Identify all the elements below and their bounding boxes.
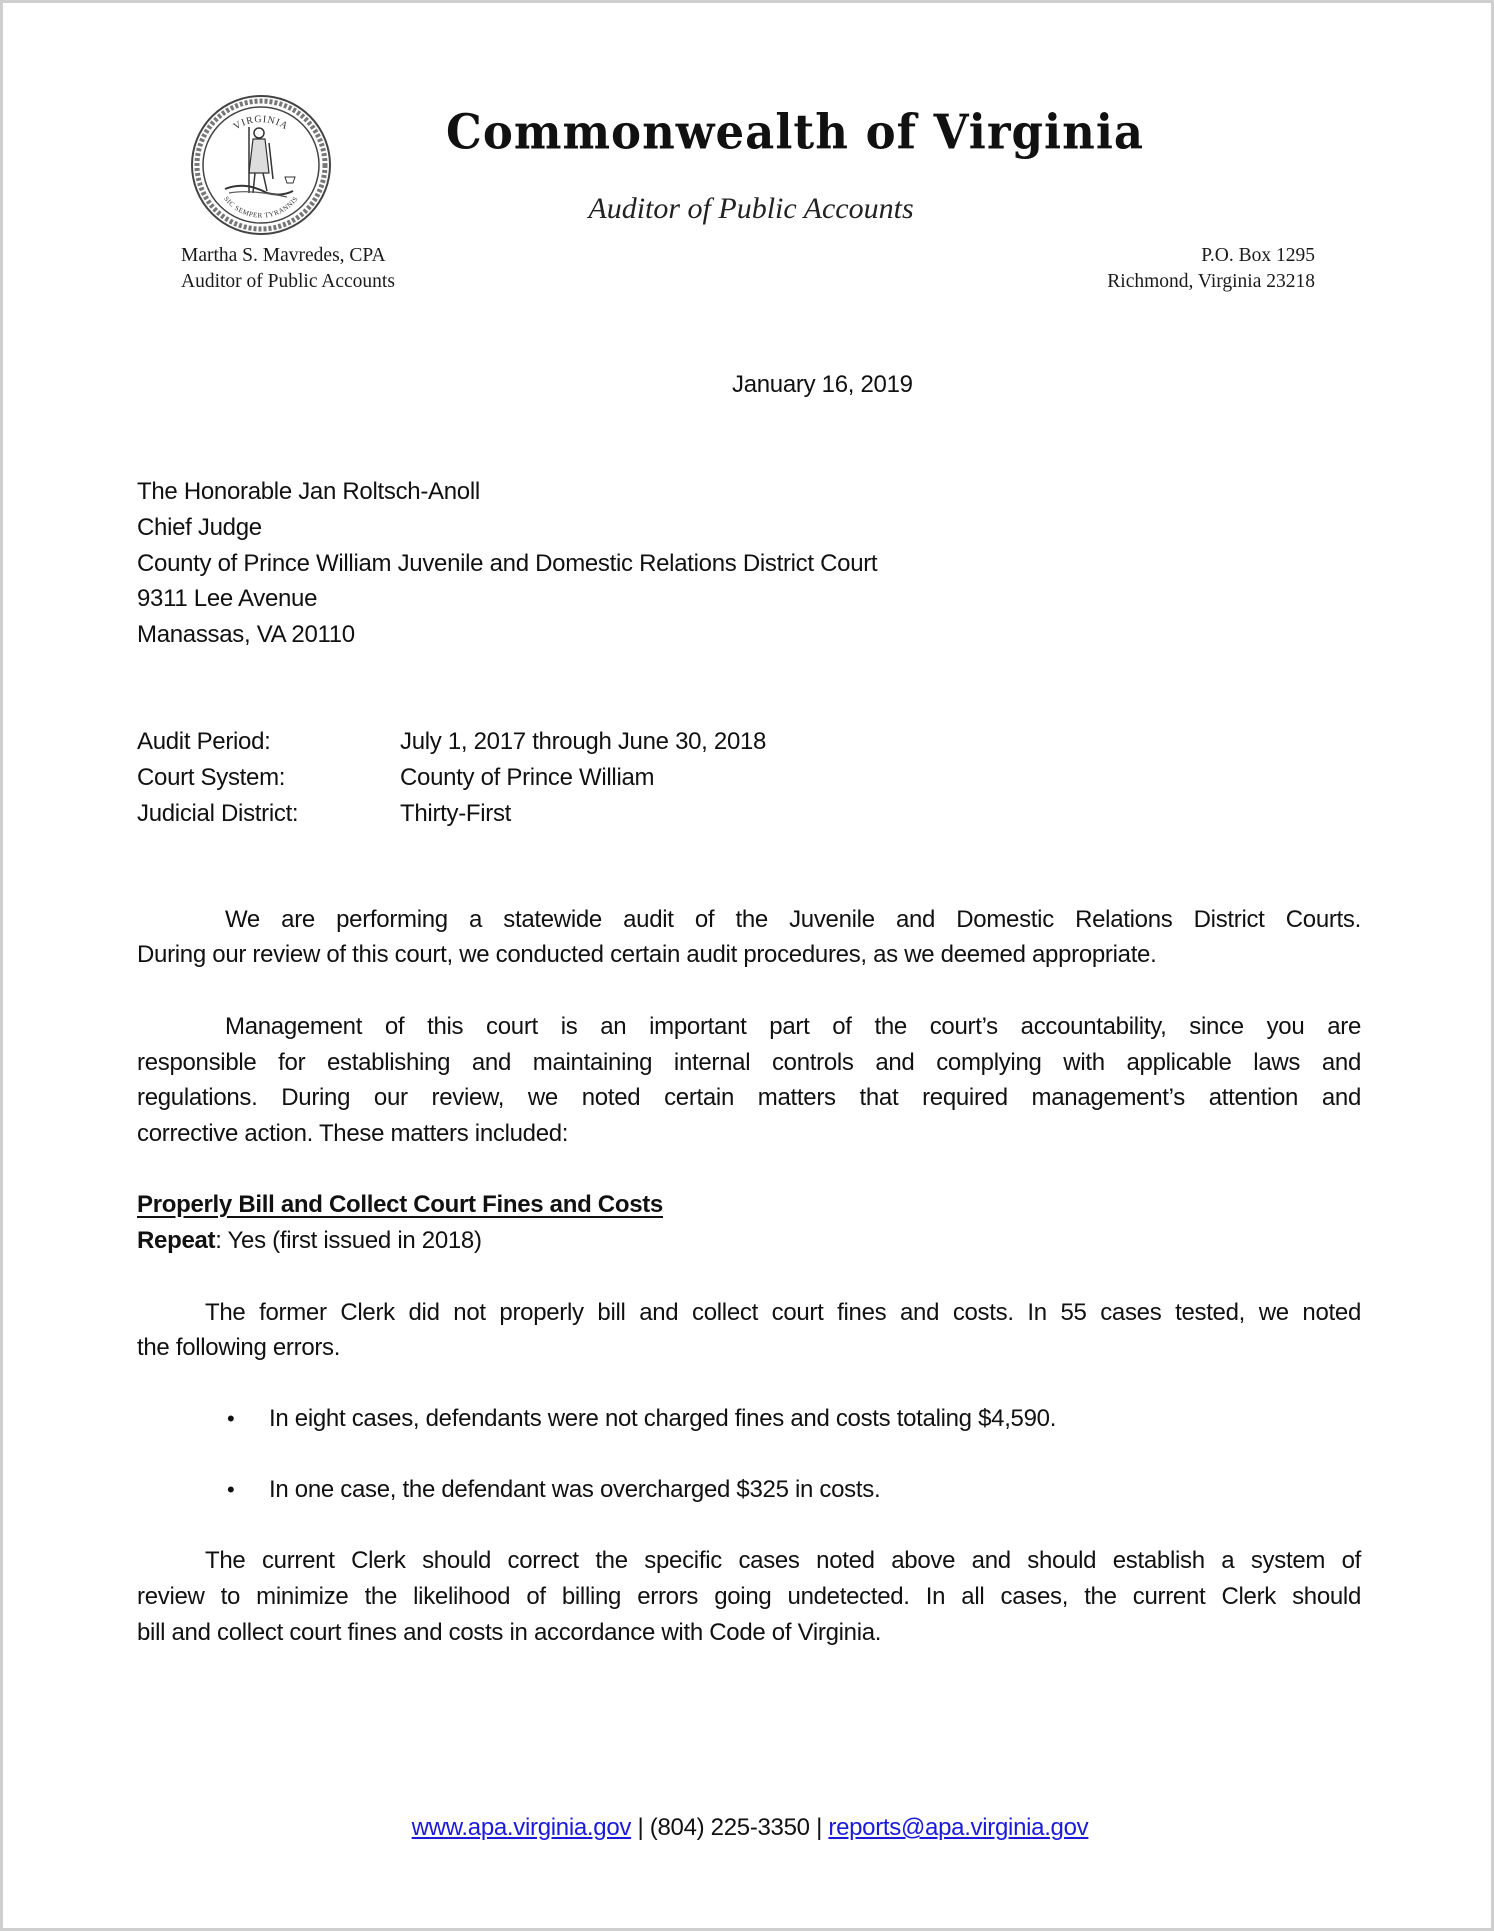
po-box: P.O. Box 1295 <box>1201 245 1315 266</box>
bullet-item: In eight cases, defendants were not charged fines and costs totaling $4,590. <box>269 1405 1057 1432</box>
recipient-court: County of Prince William Juvenile and Domestic Relations District Court <box>137 550 878 577</box>
paragraph-line: Management of this court is an important part of the court’s accountability, since you are <box>225 1013 1361 1040</box>
auditor-name: Martha S. Mavredes, CPA <box>181 245 386 266</box>
footer-separator: | <box>816 1814 823 1841</box>
recipient-street: 9311 Lee Avenue <box>137 585 318 612</box>
paragraph-line: We are performing a statewide audit of the Juvenile and Domestic Relations District Courts. <box>225 906 1361 933</box>
finding-heading: Properly Bill and Collect Court Fines and Costs <box>137 1191 663 1218</box>
email-link[interactable]: reports@apa.virginia.gov <box>828 1814 1089 1841</box>
repeat-line <box>137 1223 482 1259</box>
court-system-value: County of Prince William <box>400 764 655 791</box>
judicial-district-value: Thirty-First <box>400 800 512 827</box>
recipient-city: Manassas, VA 20110 <box>137 621 355 648</box>
recipient-name: The Honorable Jan Roltsch-Anoll <box>137 478 480 505</box>
bullet-icon: • <box>227 1406 235 1431</box>
audit-period-value: July 1, 2017 through June 30, 2018 <box>400 728 767 755</box>
judicial-district-label: Judicial District: <box>137 800 299 827</box>
court-system-label: Court System: <box>137 764 286 791</box>
footer <box>3 1810 1494 1846</box>
paragraph-line: bill and collect court fines and costs in accordance with Code of Virginia. <box>137 1619 882 1646</box>
paragraph-line: corrective action. These matters included: <box>137 1120 569 1147</box>
footer-separator: | <box>637 1814 644 1841</box>
bullet-icon: • <box>227 1477 235 1502</box>
letterhead-subtitle: Auditor of Public Accounts <box>588 192 914 225</box>
paragraph-line: During our review of this court, we conducted certain audit procedures, as we deemed appropriate. <box>137 941 1157 968</box>
audit-period-label: Audit Period: <box>137 728 271 755</box>
svg-text:SIC SEMPER TYRANNIS: SIC SEMPER TYRANNIS <box>222 194 300 220</box>
virginia-seal-icon <box>189 93 333 237</box>
recipient-title: Chief Judge <box>137 514 262 541</box>
website-link[interactable]: www.apa.virginia.gov <box>411 1814 632 1841</box>
repeat-value: : Yes (first issued in 2018) <box>215 1227 482 1254</box>
svg-text:VIRGINIA: VIRGINIA <box>231 113 291 133</box>
bullet-item: In one case, the defendant was overcharged $325 in costs. <box>269 1476 881 1503</box>
footer-phone: (804) 225-3350 <box>649 1814 810 1841</box>
repeat-label: Repeat <box>137 1227 216 1254</box>
paragraph-line: review to minimize the likelihood of billing errors going undetected. In all cases, the current Clerk should <box>137 1583 1361 1610</box>
paragraph-line: The former Clerk did not properly bill and collect court fines and costs. In 55 cases tested, we noted <box>205 1299 1361 1326</box>
letter-date: January 16, 2019 <box>732 371 913 398</box>
city-state-zip: Richmond, Virginia 23218 <box>1107 271 1315 292</box>
letterhead-title: Commonwealth of Virginia <box>446 104 1145 161</box>
paragraph-line: regulations. During our review, we noted certain matters that required management’s attention and <box>137 1084 1361 1111</box>
auditor-title: Auditor of Public Accounts <box>181 271 395 292</box>
paragraph-line: the following errors. <box>137 1334 341 1361</box>
paragraph-line: The current Clerk should correct the specific cases noted above and should establish a system of <box>205 1547 1361 1574</box>
paragraph-line: responsible for establishing and maintaining internal controls and complying with applicable laws and <box>137 1049 1361 1076</box>
